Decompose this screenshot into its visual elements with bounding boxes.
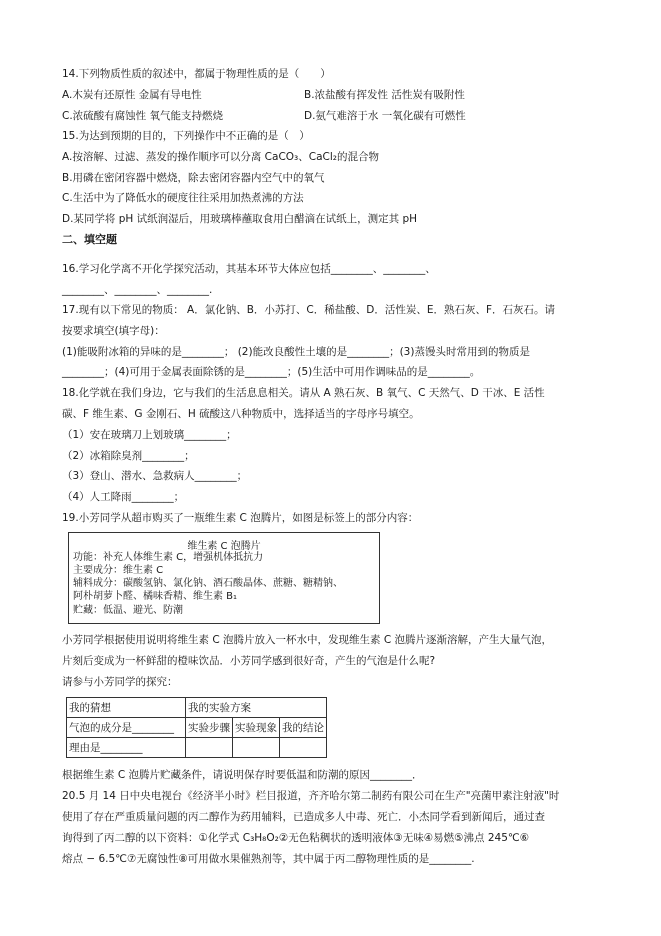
label-storage: 贮藏：低温、避光、防潮 (73, 605, 183, 616)
q17-line1: 17.现有以下常见的物质： A．氯化钠、B．小苏打、C．稀盐酸、D．活性炭、E．熟石灰、F．石灰石。请 (62, 304, 556, 316)
q19-para3: 请参与小芳同学的探究： (62, 676, 178, 688)
q15-option-b: B.用磷在密闭容器中燃烧，除去密闭容器内空气中的氧气 (62, 172, 325, 184)
q14-option-d: D.氨气难溶于水 一氧化碳有可燃性 (304, 110, 466, 122)
q17-line3: (1)能吸附冰箱的异味的是________； (2)能改良酸性土壤的是________；(3)蒸馒头时常用到的物质是 (62, 346, 530, 358)
header-plan: 我的实验方案 (186, 698, 327, 718)
q18-item-3: （3）登山、潜水、急救病人________； (62, 470, 248, 482)
empty-cell (233, 738, 280, 758)
product-label-box (68, 532, 380, 624)
q16-line2: ________、________、________. (62, 284, 213, 296)
q20-line4: 熔点 − 6.5℃⑦无腐蚀性⑧可用做水果催熟剂等，其中属于丙二醇物理性质的是________. (62, 853, 475, 865)
guess-cell: 气泡的成分是________ (67, 718, 186, 738)
q15-stem: 15.为达到预期的目的，下列操作中不正确的是（ ） (62, 130, 310, 142)
section-title: 二、填空题 (62, 233, 117, 246)
table-row (67, 718, 327, 738)
col-conclusion: 我的结论 (280, 718, 327, 738)
q20-line1: 20.5 月 14 日中央电视台《经济半小时》栏目报道，齐齐哈尔第二制药有限公司在生产"亮菌甲素注射液"时 (62, 790, 560, 802)
table-row (67, 738, 327, 758)
q19-para2: 片刻后变成为一杯鲜甜的橙味饮品．小芳同学感到很好奇，产生的气泡是什么呢? (62, 655, 436, 667)
table-row (67, 698, 327, 718)
q18-line1: 18.化学就在我们身边，它与我们的生活息息相关。请从 A 熟石灰、B 氧气、C 天然气、D 干冰、E 活性 (62, 387, 545, 399)
q16-line1: 16.学习化学离不开化学探究活动，其基本环节大体应包括________、________、 (62, 263, 436, 275)
q20-line3: 询得到了丙二醇的以下资料：①化学式 C₃H₈O₂②无色粘稠状的透明液体③无味④易燃⑤沸点 245℃⑥ (62, 832, 530, 844)
q15-option-a: A.按溶解、过滤、蒸发的操作顺序可以分离 CaCO₃、CaCl₂的混合物 (62, 151, 379, 163)
q14-option-b: B.浓盐酸有挥发性 活性炭有吸附性 (304, 89, 465, 101)
q19-stem: 19.小芳同学从超市购买了一瓶维生素 C 泡腾片，如图是标签上的部分内容： (62, 512, 419, 524)
label-title: 维生素 C 泡腾片 (187, 541, 261, 552)
col-steps: 实验步骤 (186, 718, 233, 738)
header-guess: 我的猜想 (67, 698, 186, 718)
label-main-ingredient: 主要成分：维生素 C (73, 565, 164, 576)
q17-line4: ________；(4)可用于金属表面除锈的是________；(5)生活中可用作调味品的是________。 (62, 366, 481, 378)
label-auxiliary-2: 阿朴胡萝卜醛、橘味香精、维生素 B₁ (73, 591, 238, 602)
q14-option-c: C.浓硫酸有腐蚀性 氧气能支持燃烧 (62, 110, 224, 122)
empty-cell (186, 738, 233, 758)
q18-item-4: （4）人工降雨________； (62, 491, 185, 503)
q18-item-1: （1）安在玻璃刀上划玻璃________； (62, 429, 237, 441)
q18-line2: 碳、F 维生素、G 金刚石、H 硫酸这八种物质中，选择适当的字母序号填空。 (62, 408, 420, 420)
reason-cell: 理由是________ (67, 738, 186, 758)
q15-option-c: C.生活中为了降低水的硬度往往采用加热煮沸的方法 (62, 192, 304, 204)
q19-after: 根据维生素 C 泡腾片贮藏条件，请说明保存时要低温和防潮的原因________． (62, 769, 423, 781)
q15-option-d: D.某同学将 pH 试纸润湿后，用玻璃棒蘸取食用白醋滴在试纸上，测定其 pH (62, 213, 418, 225)
label-auxiliary-1: 辅料成分：碳酸氢钠、氯化钠、酒石酸晶体、蔗糖、糖精钠、 (73, 578, 343, 589)
col-phenomena: 实验现象 (233, 718, 280, 738)
q19-para1: 小芳同学根据使用说明将维生素 C 泡腾片放入一杯水中，发现维生素 C 泡腾片逐渐溶解，产生大量气泡， (62, 634, 553, 646)
q17-line2: 按要求填空(填字母)： (62, 325, 165, 337)
q14-stem: 14.下列物质性质的叙述中，都属于物理性质的是（ ） (62, 68, 331, 80)
q20-line2: 使用了存在严重质量问题的丙二醇作为药用辅料，已造成多人中毒、死亡．小杰同学看到新闻后，通过查 (62, 811, 545, 823)
label-function: 功能：补充人体维生素 C，增强机体抵抗力 (73, 552, 264, 563)
empty-cell (280, 738, 327, 758)
experiment-table (66, 697, 327, 758)
q14-option-a: A.木炭有还原性 金属有导电性 (62, 89, 202, 101)
q18-item-2: （2）冰箱除臭剂________； (62, 450, 195, 462)
